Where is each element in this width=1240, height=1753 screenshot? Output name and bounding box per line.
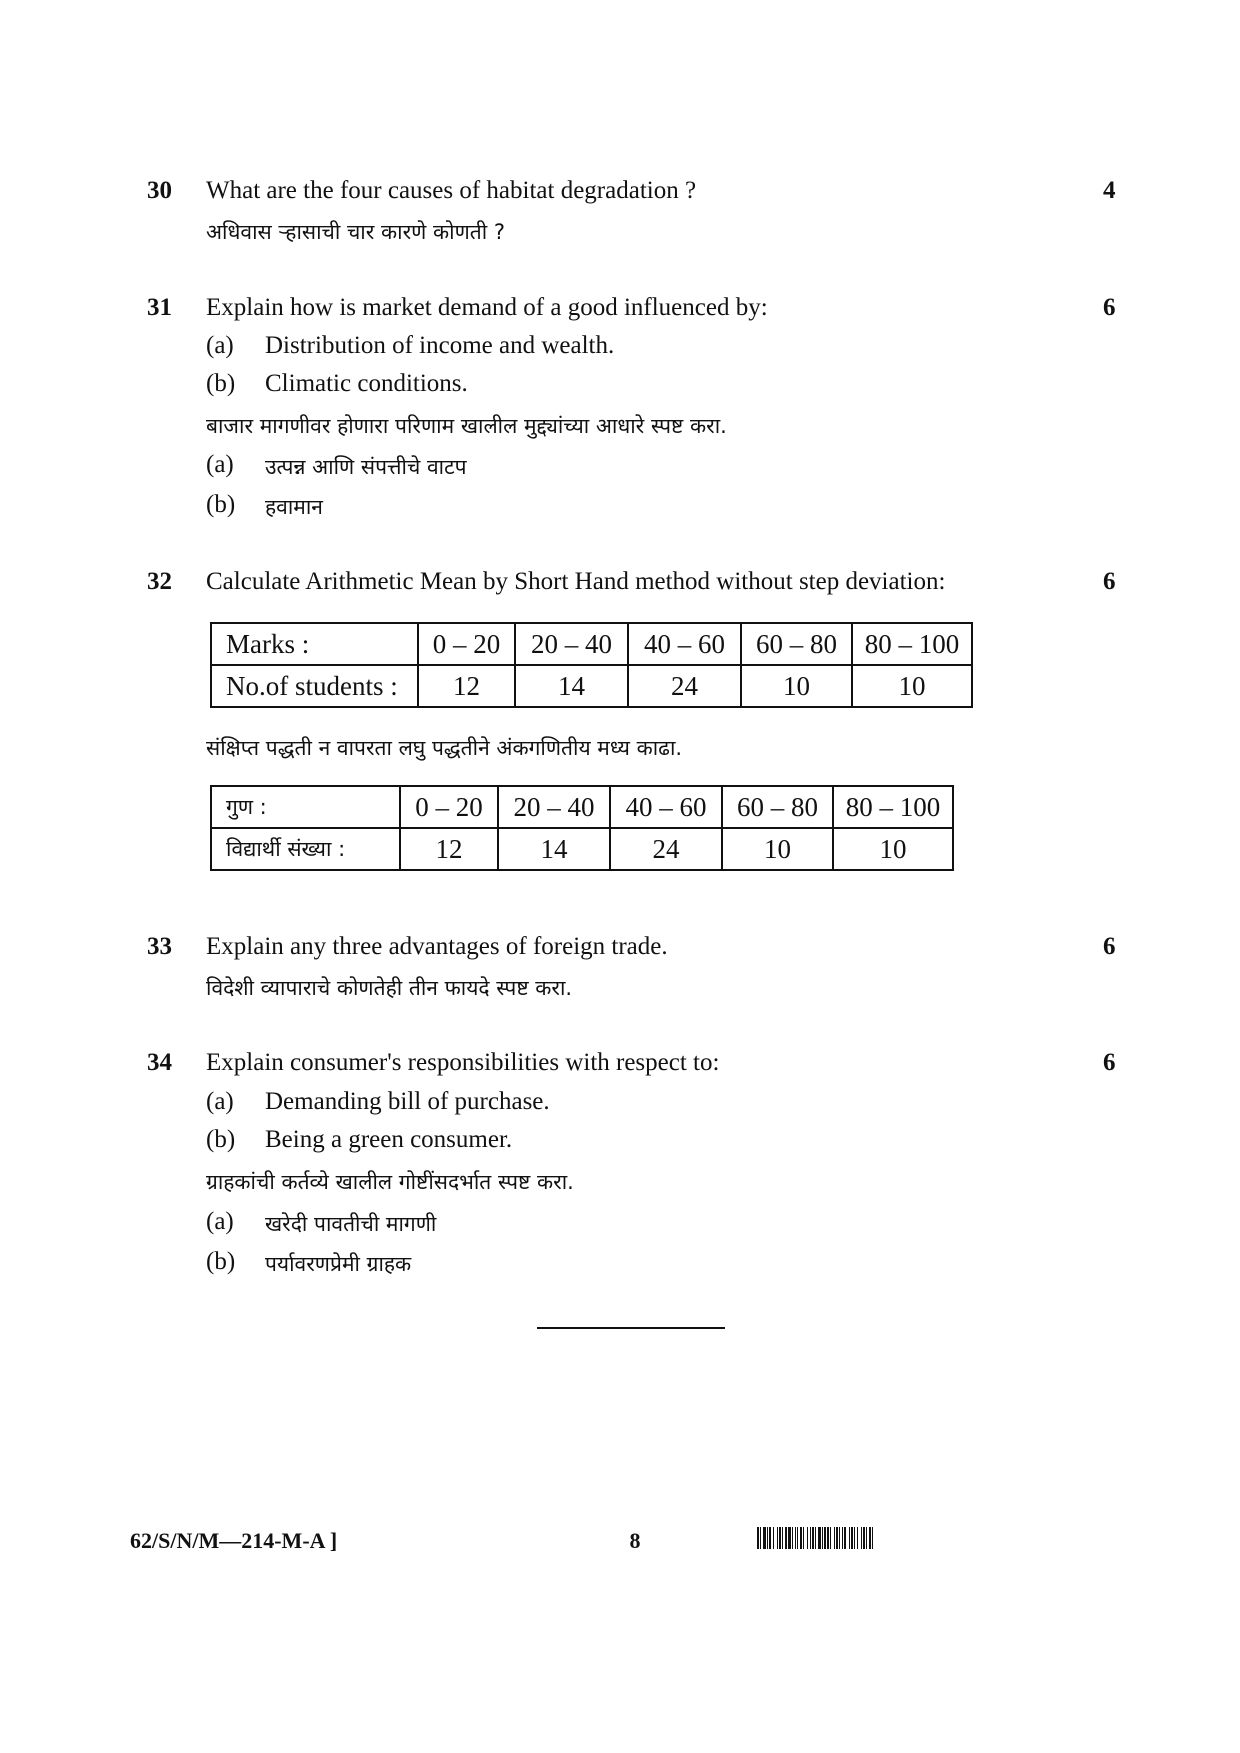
table-cell: 60 – 80 (722, 786, 833, 828)
barcode (757, 1527, 993, 1549)
table-cell: 80 – 100 (852, 623, 972, 665)
page-number: 8 (629, 1528, 641, 1553)
sub-item-label: (a) (206, 451, 234, 478)
table-cell: 10 (833, 828, 953, 870)
table-cell: 60 – 80 (741, 623, 852, 665)
question-marks: 4 (1103, 177, 1116, 204)
table-cell: 40 – 60 (610, 786, 722, 828)
question-number: 33 (147, 933, 172, 960)
table-cell: 80 – 100 (833, 786, 953, 828)
sub-item-label: (a) (206, 332, 234, 359)
table-cell: 20 – 40 (515, 623, 628, 665)
table-row-label: Marks : (211, 623, 418, 665)
table-row-label: गुण : (211, 786, 400, 828)
table-cell: 20 – 40 (498, 786, 610, 828)
table-row-label: No.of students : (211, 665, 418, 707)
sub-item-text: Demanding bill of purchase. (265, 1088, 550, 1115)
question-number: 30 (147, 177, 172, 204)
table-row (211, 665, 972, 707)
sub-item-text: पर्यावरणप्रेमी ग्राहक (265, 1252, 412, 1276)
sub-item-text: खरेदी पावतीची मागणी (265, 1212, 437, 1236)
sub-item-label: (b) (206, 1248, 236, 1275)
question-text-en: Explain consumer's responsibilities with respect to: (206, 1049, 720, 1076)
table-row (211, 623, 972, 665)
question-text-mr: संक्षिप्त पद्धती न वापरता लघु पद्धतीने अंकगणितीय मध्य काढा. (206, 736, 683, 760)
table-cell: 12 (400, 828, 498, 870)
frequency-table-en (210, 622, 973, 708)
table-cell: 14 (498, 828, 610, 870)
question-text-mr: अधिवास ऱ्हासाची चार कारणे कोणती ? (206, 220, 505, 244)
table-cell: 24 (628, 665, 741, 707)
sub-item-text: Climatic conditions. (265, 370, 468, 397)
table-row-label: विद्यार्थी संख्या : (211, 828, 400, 870)
question-text-en: Explain any three advantages of foreign trade. (206, 933, 668, 960)
question-text-mr: विदेशी व्यापाराचे कोणतेही तीन फायदे स्पष्ट करा. (206, 976, 573, 1000)
question-marks: 6 (1103, 933, 1116, 960)
table-cell: 10 (722, 828, 833, 870)
end-divider (537, 1327, 725, 1329)
table-cell: 12 (418, 665, 515, 707)
question-text-en: Explain how is market demand of a good influenced by: (206, 294, 768, 321)
table-cell: 0 – 20 (400, 786, 498, 828)
sub-item-text: Distribution of income and wealth. (265, 332, 615, 359)
frequency-table-mr (210, 785, 954, 871)
table-cell: 14 (515, 665, 628, 707)
sub-item-text: Being a green consumer. (265, 1126, 513, 1153)
sub-item-label: (b) (206, 491, 236, 518)
sub-item-label: (b) (206, 1126, 236, 1153)
sub-item-text: हवामान (265, 495, 323, 519)
table-row (211, 828, 953, 870)
sub-item-label: (b) (206, 370, 236, 397)
question-number: 31 (147, 294, 172, 321)
question-text-mr: बाजार मागणीवर होणारा परिणाम खालील मुद्द्यांच्या आधारे स्पष्ट करा. (206, 414, 727, 438)
table-cell: 0 – 20 (418, 623, 515, 665)
table-cell: 10 (741, 665, 852, 707)
question-number: 32 (147, 568, 172, 595)
question-marks: 6 (1103, 1049, 1116, 1076)
sub-item-text: उत्पन्न आणि संपत्तीचे वाटप (265, 455, 467, 479)
question-marks: 6 (1103, 568, 1116, 595)
sub-item-label: (a) (206, 1088, 234, 1115)
paper-code: 62/S/N/M—214-M-A ] (130, 1528, 338, 1553)
table-row (211, 786, 953, 828)
table-cell: 10 (852, 665, 972, 707)
question-marks: 6 (1103, 294, 1116, 321)
table-cell: 40 – 60 (628, 623, 741, 665)
question-text-en: Calculate Arithmetic Mean by Short Hand method without step deviation: (206, 568, 946, 595)
question-text-en: What are the four causes of habitat degradation ? (206, 177, 697, 204)
question-text-mr: ग्राहकांची कर्तव्ये खालील गोष्टींसदर्भात स्पष्ट करा. (206, 1170, 574, 1194)
question-number: 34 (147, 1049, 172, 1076)
sub-item-label: (a) (206, 1208, 234, 1235)
table-cell: 24 (610, 828, 722, 870)
